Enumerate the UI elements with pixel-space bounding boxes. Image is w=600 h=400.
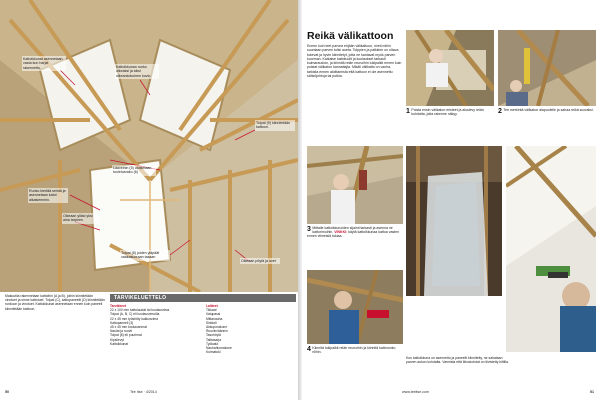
list-item: 22 x 100 mm kattolaudat tai koolausrima [110,308,170,313]
page-number-right [590,390,594,394]
photo-4-worker [307,270,403,344]
list-item: 45 x 45 mm koolausrimat [110,325,147,330]
callout-1: Kattoikkunat asennetaan vasta kun harjat rakennettu. [22,56,66,71]
folio-number: 50 [5,390,9,394]
list-item: Akkuporakone [206,325,228,330]
list-item: Vatupassi [206,312,221,317]
caption-text: Kiinnitä tukipalkit reiän reunoihin ja kiinnitä kattorunko niihin. [312,346,396,355]
attic-illustration-graphic [0,0,298,292]
callout-5: Runko kiertää seinät ja asennetaan katot aikaisemmin. [28,188,68,203]
caption-1 [406,108,494,116]
caption-2 [498,108,596,115]
callout-3: Tolpat (9) kiinnitetään kattoon. [255,120,295,131]
materials-header: TARVIKELUETTELO [110,294,296,302]
photo-2-roof-cut [498,30,596,106]
callout-4: Laaveihin (5) ulostetaan tuuletusrako (6) [112,165,156,176]
list-item: Tarvikkeet [110,304,127,308]
tip-text: käytä kattoikkunaa kattoa vasten ennen viimeisiä tukiaa. [307,230,400,239]
intro-text: Ennen kuin teet parvea ehjään välikattoon, mieti mihin suuntaan parven tulisi aueta. Tolppien ja palkkien on oltava tukevat ja hyvin kiinnitetyt, jotta ne kantavat myös parven kuorman. Katkaise kattotuolit ja koolaukset tarkasti kulmaraudoin, ja kiinnitä reiän reunoihin tukipalkit ennen kuin poistat välikaton kannattajia. Mikäli välikatto on vanha, tarkista ennen aloittamista että kattoon ei ole asennettu sähköjohtoja tai putkia. [307,44,402,78]
folio-text-right: www.teeitse.com [402,390,429,394]
left-page [0,0,298,400]
list-item: Kattoikkunat [110,341,129,346]
page-number-left [5,390,9,394]
caption-3 [307,226,403,239]
right-page [302,0,600,400]
list-item: Tolpat (8) eli puurimat [110,333,142,338]
callout-8: Oikeaan pöytä ja ovet [240,258,280,264]
photo-plastic-sheet [406,146,502,296]
caption-text: Poista ensin välikaton eristeet ja aluslevy reiän kohdalta, jotta rakenne näkyy. [411,108,484,117]
list-item: Työkalut [206,341,219,346]
tip-label: VINKKI: [334,230,348,235]
caption-text: Tee merkintä välikaton alapuolelle ja sahaa reikä suoraksi. [503,108,594,112]
attic-frame-illustration [0,0,298,292]
list-item: Laitteet [206,304,218,308]
callout-6: Oikeaan ylläsi yksi aina tarpeen [62,213,100,224]
article-title: Reikä välikattoon [307,30,394,42]
list-item: Talttasarja [206,337,222,342]
list-item: Tolpat (A, B, C) eli koolausrimoilla [110,312,160,317]
photo-drilling [506,146,596,352]
list-item: Kulmatuki [206,350,221,355]
photo-3-ceiling [307,146,403,224]
list-item: Naulat ja ruuvit [110,329,132,334]
list-item: Tikkaat [206,308,217,313]
step-number: 3 [307,225,311,233]
folio-number: 51 [590,390,594,394]
step-number: 4 [307,345,311,353]
callout-2: Kattoikkunan runko oikeaksi ja siksi oikeankokoinen kuvio [115,64,159,79]
materials-column-1 [110,304,202,346]
materials-list [110,294,296,386]
step-number: 2 [498,107,502,115]
list-item: Sirkkeli [206,320,217,325]
list-item: Kipsilevyt [110,337,124,342]
list-item: Nauhahiomakone [206,346,232,351]
list-item: Ruuvinväännin [206,329,228,334]
callout-7: Tolpat (8) joiden yläpäät vaakasuoraan tasaan [120,250,170,261]
folio-text-left: Tee Itse · 4/2014 [130,390,157,394]
list-item: Kattopaneeli (3) [110,320,134,325]
caption-text: Mittaile kattoikkunoiden sijainti tarkasti ja asenna ne kattorimoihin. [312,226,393,235]
step-number: 1 [406,107,410,115]
photo-1-insulation [406,30,494,106]
list-item: Tasohöylä [206,333,221,338]
list-item: 22 x 45 mm työstötty kakkosrima [110,316,159,321]
list-item: Mittanauha [206,316,223,321]
bottom-caption: Kun kattoikkuna on asennettu ja paneelit kiinnitetty, ne sahataan parven aukon kohdalta. Varmista että liitoskohdat on tiivistetty kittilla. [406,356,509,365]
caption-4 [307,346,403,354]
materials-column-2 [206,304,294,354]
body-text: Makuutila rakennetaan kattoihin (A ja B), joihin kiinnitetään vinotuet ja sinne kattotuet. Tolpat (C), kattopaneelit (D) kiinnitetään runkoon ja vinotuet. Kattoikkunat asennetaan ennen kuin paneeli kiinnitetään kattoon. [5,294,105,311]
